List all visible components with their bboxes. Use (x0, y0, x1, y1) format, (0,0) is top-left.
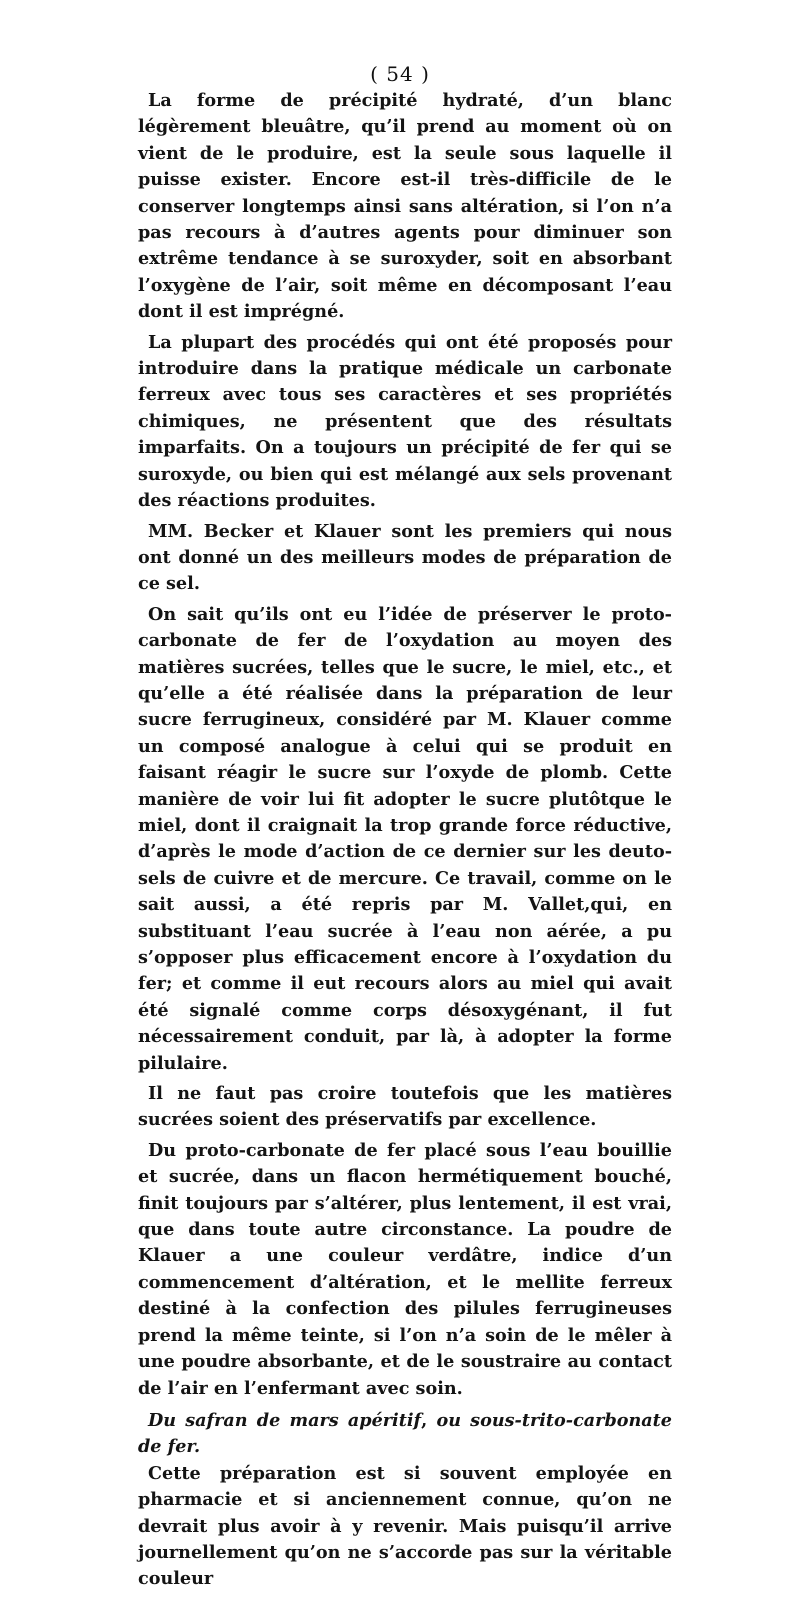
paragraph: Du proto-carbonate de fer placé sous l’eau bouillie et sucrée, dans un flacon hermétiquement bouché, finit toujours par s’altérer, plus lentement, il est vrai, que dans toute autre circonstance. La poudre de Klauer a une couleur verdâtre, indice d’un commencement d’altération, et le mellite ferreux destiné à la confection des pilules ferrugineuses prend la même teinte, si l’on n’a soin de le mêler à une poudre absorbante, et de le soustraire au contact de l’air en l’enfermant avec soin. (138, 1139, 672, 1399)
section-heading (138, 1408, 672, 1461)
page-number: ( 54 ) (370, 62, 430, 86)
paragraph: La plupart des procédés qui ont été proposés pour introduire dans la pratique médicale un carbonate ferreux avec tous ses caractères et ses propriétés chimiques, ne présentent que des résultats imparfaits. On a toujours un précipité de fer qui se suroxyde, ou bien qui est mélangé aux sels provenant des réactions produites. (138, 331, 672, 512)
paragraph: La forme de précipité hydraté, d’un blanc légèrement bleuâtre, qu’il prend au moment où on vient de le produire, est la seule sous laquelle il puisse exister. Encore est-il très-difficile de le conserver longtemps ainsi sans altération, si l’on n’a pas recours à d’autres agents pour diminuer son extrême tendance à se suroxyder, soit en absorbant l’oxygène de l’air, soit même en décomposant l’eau dont il est imprégné. (138, 90, 672, 323)
paragraph: MM. Becker et Klauer sont les premiers qui nous ont donné un des meilleurs modes de préparation de ce sel. (138, 520, 672, 595)
body-text (138, 88, 672, 1597)
section-heading-separator: , (421, 1409, 437, 1431)
paragraph: Il ne faut pas croire toutefois que les matières sucrées soient des préservatifs par excellence. (138, 1083, 672, 1131)
paragraph: Cette préparation est si souvent employée en pharmacie et si anciennement connue, qu’on ne devrait plus avoir à y revenir. Mais puisqu’il arrive journellement qu’on ne s’accorde pas sur la véritable couleur (138, 1462, 672, 1590)
section-heading-title: Du safran de mars apéritif (148, 1409, 422, 1431)
paragraph: On sait qu’ils ont eu l’idée de préserver le proto-carbonate de fer de l’oxydation au moyen des matières sucrées, telles que le sucre, le miel, etc., et qu’elle a été réalisée dans la préparation de leur sucre ferrugineux, considéré par M. Klauer comme un composé analogue à celui qui se produit en faisant réagir le sucre sur l’oxyde de plomb. Cette manière de voir lui fit adopter le sucre plutôtque le miel, dont il craignait la trop grande force réductive, d’après le mode d’action de ce dernier sur les deuto-sels de cuivre et de mercure. Ce travail, comme on le sait aussi, a été repris par M. Vallet,qui, en substituant l’eau sucrée à l’eau non aérée, a pu s’opposer plus efficacement encore à l’oxydation du fer; et comme il eut recours alors au miel qui avait été signalé comme corps désoxygénant, il fut nécessairement conduit, par là, à adopter la forme pilulaire. (138, 603, 672, 1074)
section-heading-subtitle: ou sous-trito-carbonate de fer. (138, 1409, 672, 1458)
